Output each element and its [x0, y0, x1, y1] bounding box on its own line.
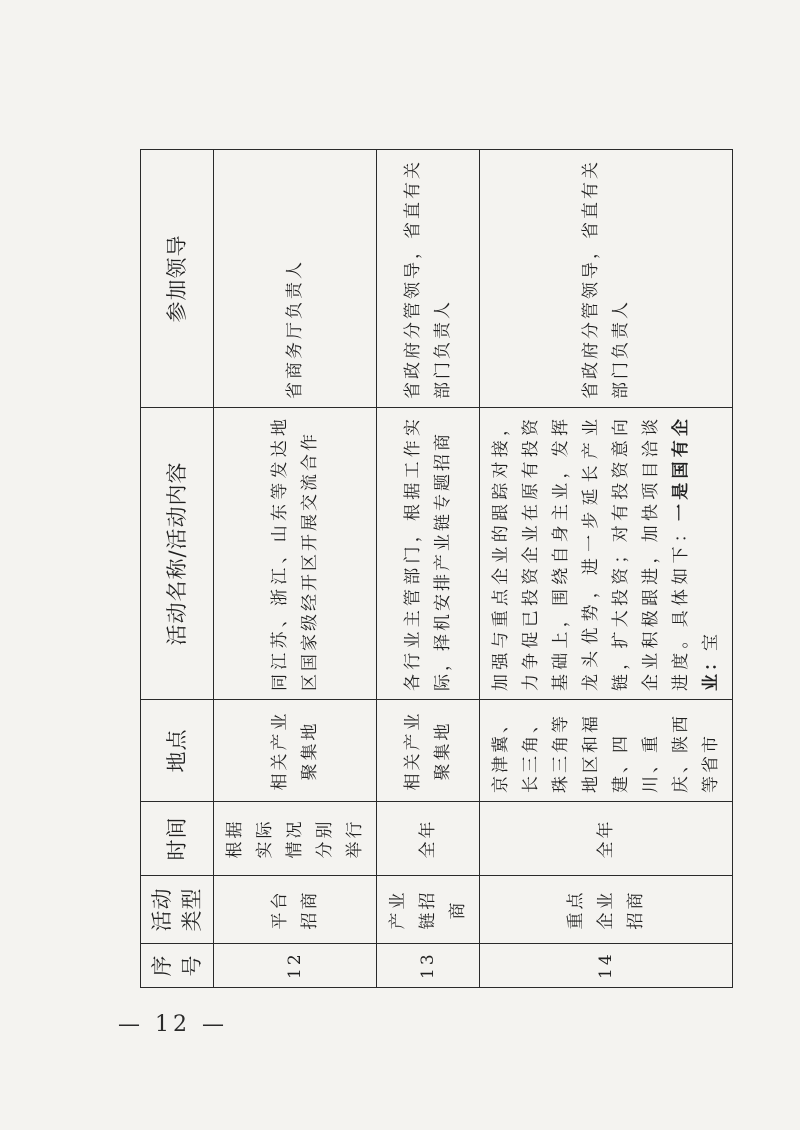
content-tail-text: 宝 — [701, 631, 721, 651]
header-leaders: 参加领导 — [141, 150, 214, 408]
activity-table — [140, 149, 733, 988]
cell-type: 重点企业招商 — [480, 876, 733, 944]
table-row — [480, 150, 733, 988]
cell-place: 相关产业聚集地 — [377, 700, 480, 802]
cell-time: 根据实际情况分别举行 — [214, 802, 377, 876]
content-text: 加强与重点企业的跟踪对接，力争促已投资企业在原有投资基础上，围绕自身主业，发挥龙头优势，进一步延长产业链，扩大投资；对有投资意向企业积极跟进，加快项目洽谈进度。具体如下： — [491, 416, 691, 691]
header-type: 活动类型 — [141, 876, 214, 944]
header-time: 时间 — [141, 802, 214, 876]
header-content: 活动名称/活动内容 — [141, 408, 214, 700]
cell-place: 京津冀、长三角、珠三角等地区和福建、四川、重庆、陕西等省市 — [480, 700, 733, 802]
cell-content — [480, 408, 733, 700]
header-seq: 序号 — [141, 944, 214, 988]
page-number: — 12 — — [118, 1012, 228, 1037]
content-bold-text: 一是国有企业： — [671, 416, 721, 691]
cell-time: 全年 — [377, 802, 480, 876]
cell-seq: 14 — [480, 944, 733, 988]
rotated-table-wrapper — [140, 150, 721, 988]
cell-seq: 12 — [214, 944, 377, 988]
cell-type: 产业链招商 — [377, 876, 480, 944]
table-header-row — [141, 150, 214, 988]
cell-content: 各行业主管部门，根据工作实际，择机安排产业链专题招商 — [377, 408, 480, 700]
table-row — [214, 150, 377, 988]
cell-leaders: 省政府分管领导，省直有关部门负责人 — [480, 150, 733, 408]
header-place: 地点 — [141, 700, 214, 802]
cell-leaders: 省商务厅负责人 — [214, 150, 377, 408]
cell-leaders: 省政府分管领导，省直有关部门负责人 — [377, 150, 480, 408]
cell-type: 平台招商 — [214, 876, 377, 944]
cell-time: 全年 — [480, 802, 733, 876]
cell-seq: 13 — [377, 944, 480, 988]
cell-place: 相关产业聚集地 — [214, 700, 377, 802]
cell-content: 同江苏、浙江、山东等发达地区国家级经开区开展交流合作 — [214, 408, 377, 700]
table-row — [377, 150, 480, 988]
